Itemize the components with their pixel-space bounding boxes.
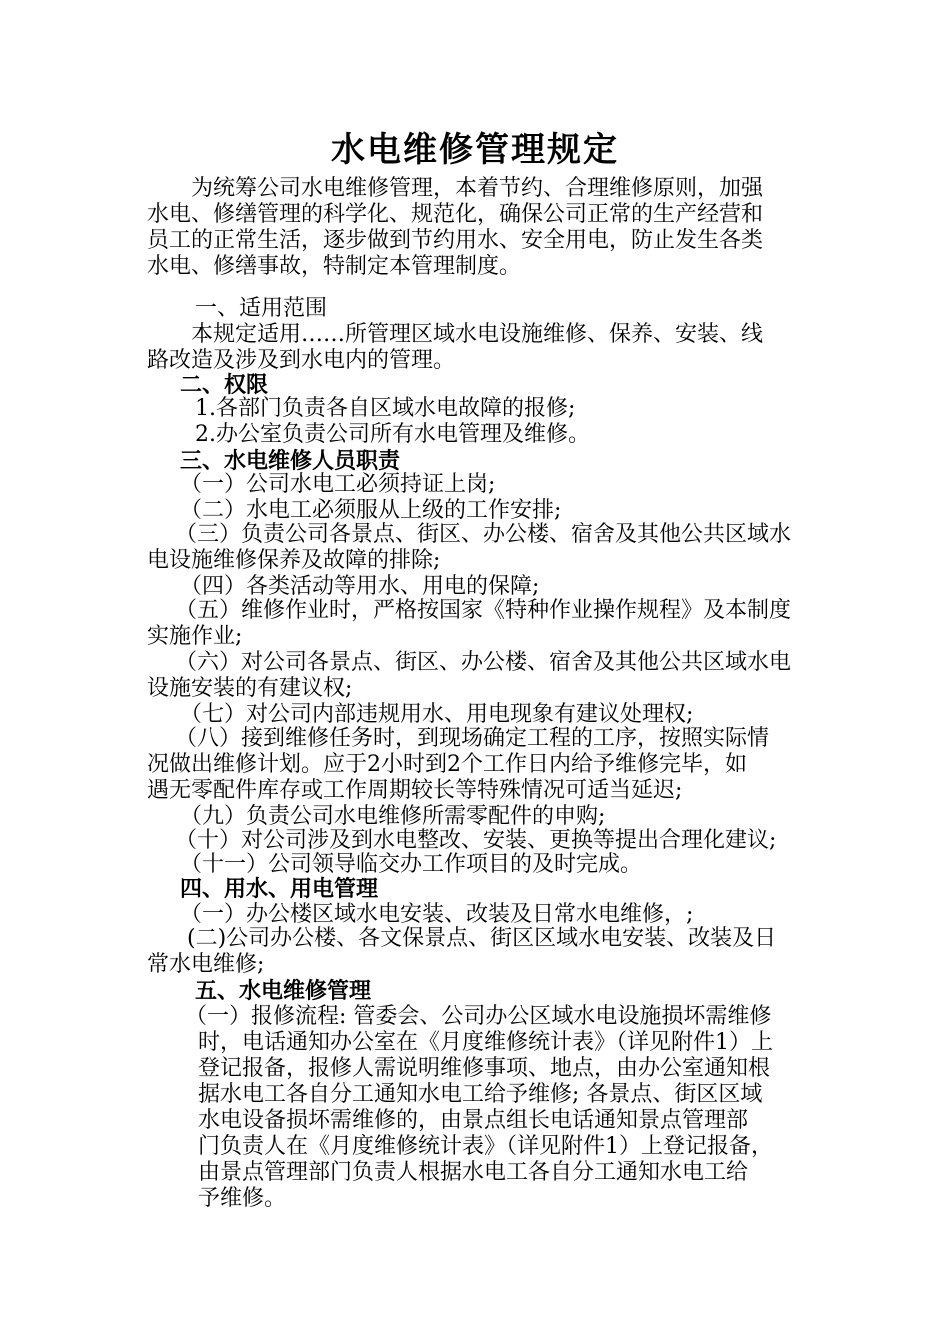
list-item: (二)公司办公楼、各文保景点、街区区域水电安装、改装及日: [187, 926, 777, 951]
section-5-heading: [195, 978, 371, 1004]
list-item: 1.各部门负责各自区域水电故障的报修;: [195, 396, 576, 421]
section-4-item-1: [180, 902, 693, 928]
list-item-continuation: 门负责人在《月度维修统计表》（详见附件1）上登记报备，: [198, 1134, 773, 1159]
list-item-continuation: 况做出维修计划。应于2小时到2个工作日内给予维修完毕，如: [147, 752, 747, 777]
intro-line: 员工的正常生活，逐步做到节约用水、安全用电，防止发生各类: [147, 228, 764, 253]
list-item: （九）负责公司水电维修所需零配件的申购;: [180, 804, 606, 829]
intro-line: 水电、修缮管理的科学化、规范化，确保公司正常的生产经营和: [147, 202, 764, 227]
list-item: （十）对公司涉及到水电整改、安装、更换等提出合理化建议;: [175, 828, 777, 853]
section-3-item-4: [180, 574, 539, 600]
list-item-continuation: 电设施维修保养及故障的排除;: [147, 548, 441, 573]
paragraph-line: 本规定适用……所管理区域水电设施维修、保养、安装、线: [191, 322, 764, 347]
list-item: （十一）公司领导临交办工作项目的及时完成。: [180, 852, 643, 877]
page-title: 水电维修管理规定: [331, 130, 619, 170]
intro-line: 水电、修缮事故，特制定本管理制度。: [147, 254, 522, 279]
section-4-item-2: [147, 926, 776, 978]
section-3-item-2: [180, 498, 561, 524]
section-heading: 二、权限: [180, 372, 269, 398]
list-item: 2.办公室负责公司所有水电管理及维修。: [195, 422, 590, 447]
list-item: （八）接到维修任务时，到现场确定工程的工序，按照实际情: [175, 726, 770, 751]
section-3-item-9: [180, 804, 605, 830]
section-5-item-1: [185, 1004, 773, 1212]
section-3-item-10: [175, 828, 776, 854]
section-3-item-8: [147, 726, 769, 804]
list-item-continuation: 由景点管理部门负责人根据水电工各自分工通知水电工给: [198, 1160, 749, 1185]
list-item-continuation: 水电设备损坏需维修的，由景点组长电话通知景点管理部: [198, 1108, 749, 1133]
list-item-continuation: 常水电维修;: [147, 952, 265, 977]
section-3-item-11: [180, 852, 642, 878]
section-3-item-3: [147, 522, 791, 574]
section-3-item-7: [180, 702, 693, 728]
list-item: （五）维修作业时，严格按国家《特种作业操作规程》及本制度: [175, 598, 792, 623]
list-item: （四）各类活动等用水、用电的保障;: [180, 574, 540, 599]
list-item-continuation: 据水电工各自分工通知水电工给予维修; 各景点、街区区域: [198, 1082, 763, 1107]
list-item: （六）对公司各景点、街区、办公楼、宿舍及其他公共区域水电: [175, 650, 792, 675]
list-item-continuation: 时，电话通知办公室在《月度维修统计表》（详见附件1）上: [198, 1030, 773, 1055]
section-heading: 一、适用范围: [195, 296, 328, 321]
list-item-continuation: 登记报备，报修人需说明维修事项、地点，由办公室通知根: [198, 1056, 771, 1081]
section-2-heading: [180, 372, 268, 398]
list-item: （二）水电工必须服从上级的工作安排;: [180, 498, 562, 523]
section-3-item-1: [180, 472, 495, 498]
section-4-heading: [180, 876, 378, 902]
section-heading: 三、水电维修人员职责: [180, 448, 401, 474]
intro-line: 为统筹公司水电维修管理，本着节约、合理维修原则，加强: [191, 176, 764, 201]
paragraph-line: 路改造及涉及到水电内的管理。: [147, 348, 456, 373]
list-item-continuation: 遇无零配件库存或工作周期较长等特殊情况可适当延迟;: [147, 778, 683, 803]
section-1-heading: [195, 296, 327, 322]
list-item-continuation: 设施安装的有建议权;: [147, 676, 353, 701]
section-3-item-6: [147, 650, 791, 702]
section-heading: 五、水电维修管理: [195, 978, 372, 1004]
section-3-item-5: [147, 598, 791, 650]
intro-paragraph: [147, 176, 763, 280]
list-item-continuation: 予维修。: [198, 1186, 287, 1211]
section-2-body: [195, 396, 590, 448]
section-1-body: [147, 322, 763, 374]
list-item-continuation: 实施作业;: [147, 624, 243, 649]
list-item: （一）办公楼区域水电安装、改装及日常水电维修，;: [180, 902, 694, 927]
section-3-heading: [180, 448, 400, 474]
list-item: （三）负责公司各景点、街区、办公楼、宿舍及其他公共区域水: [175, 522, 792, 547]
list-item: （一）报修流程: 管委会、公司办公区域水电设施损坏需维修: [185, 1004, 772, 1029]
section-heading: 四、用水、用电管理: [180, 876, 379, 902]
list-item: （一）公司水电工必须持证上岗;: [180, 472, 496, 497]
list-item: （七）对公司内部违规用水、用电现象有建议处理权;: [180, 702, 694, 727]
